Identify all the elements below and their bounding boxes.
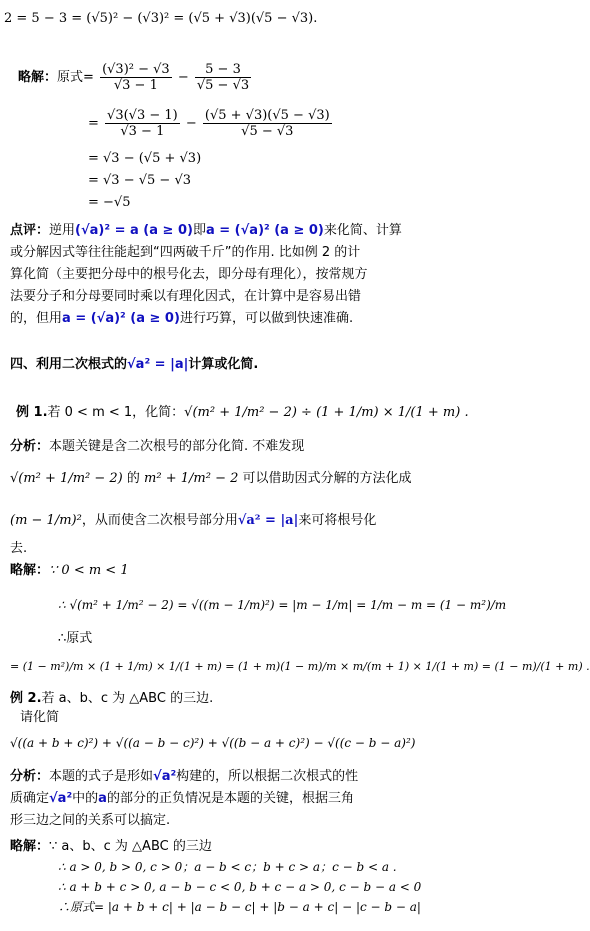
example2-line2: 请化简 <box>20 710 60 725</box>
comment-formula2: a = (√a)² (a ≥ 0) <box>205 223 324 238</box>
solution2-line1 <box>10 562 129 580</box>
frac1-den: √3 − 1 <box>113 78 158 93</box>
solution1-line2: = $\frac{√3(√3 - 1)}{√3 - 1}$ − $\frac{(√5 + √3)(√5 - √3)}{√5 - √3}$ <box>88 108 330 139</box>
analysis2-text3: 质确定 <box>10 791 50 806</box>
analysis1-text3: ，从而使含二次根号部分用 <box>81 513 238 528</box>
line-identity: 2 = 5 − 3 = (√5)² − (√3)² = (√5 + √3)(√5 − √3). <box>4 11 318 26</box>
heading-formula: √a² = |a| <box>127 357 189 372</box>
frac2-num: 5 − 3 <box>195 62 251 78</box>
comment5-formula: a = (√a)² (a ≥ 0) <box>62 311 180 326</box>
analysis1-line2 <box>10 470 412 488</box>
solution2-line2: ∴ √(m² + 1/m² − 2) = √((m − 1/m)²) = |m − 1/m| = 1/m − m = (1 − m²)/m <box>58 598 507 612</box>
example1-label: 例 1. <box>16 405 48 420</box>
analysis1-line1 <box>10 438 304 456</box>
comment-text-c: 来化简、计算 <box>323 223 402 238</box>
comment-formula1: (√a)² = a (a ≥ 0) <box>75 223 193 238</box>
frac1-num: (√3)² − √3 <box>102 62 170 77</box>
example1-text: 若 0 < m < 1，化简： <box>47 405 185 420</box>
example2-line1 <box>10 690 213 708</box>
analysis2-line2 <box>10 790 354 808</box>
analysis2-text5: 的部分的正负情况是本题的关键，根据三角 <box>106 791 354 806</box>
analysis1-text: 本题关键是含二次根号的部分化简. 不难发现 <box>49 439 305 454</box>
comment5-text-a: 的，但用 <box>10 311 63 326</box>
solution2-line4: = (1 − m²)/m × (1 + 1/m) × 1/(1 + m) = (1 + m)(1 − m)/m × m/(m + 1) × 1/(1 + m) = (1 − m)/(1 + m) . <box>10 660 590 673</box>
example2-text: 若 a、b、c 为 △ABC 的三边. <box>41 691 214 706</box>
comment-text-b: 即 <box>192 223 206 238</box>
example1-line <box>16 404 469 422</box>
frac1 <box>100 62 172 93</box>
solution2-label: 略解： <box>10 563 50 578</box>
frac4 <box>203 108 332 139</box>
comment-text-a: 逆用 <box>49 223 76 238</box>
example1-expr: √(m² + 1/m² − 2) ÷ (1 + 1/m) × 1/(1 + m) . <box>184 405 469 420</box>
section-heading <box>10 356 258 374</box>
comment-line5 <box>10 310 353 328</box>
analysis1-line3 <box>10 512 376 530</box>
comment-line1 <box>10 222 402 240</box>
solution3-condition: ∵ a、b、c 为 △ABC 的三边 <box>49 839 212 854</box>
analysis2-formula2: √a² <box>49 791 73 806</box>
frac4-den: √5 − √3 <box>241 124 294 139</box>
solution3-line4: ∴原式= |a + b + c| + |a − b − c| + |b − a + c| − |c − b − a| <box>58 900 421 914</box>
analysis1-mid: 的 <box>126 471 140 486</box>
heading-text-b: 计算或化简. <box>188 357 259 372</box>
heading-text-a: 四、利用二次根式的 <box>10 357 128 372</box>
solution2-line3: ∴原式 <box>58 631 93 646</box>
frac4-num: (√5 + √3)(√5 − √3) <box>204 108 330 123</box>
analysis1-expr3: (m − 1/m)² <box>10 513 82 528</box>
analysis1-label: 分析： <box>10 439 50 454</box>
analysis2-text4: 中的 <box>72 791 99 806</box>
analysis2-formula: √a² <box>153 769 177 784</box>
comment-line4: 法要分子和分母要同时乘以有理化因式，在计算中是容易出错 <box>10 289 362 304</box>
analysis1-formula: √a² = |a| <box>237 513 299 528</box>
solution1-line4: = √3 − √5 − √3 <box>88 173 192 188</box>
example2-expr: √((a + b + c)²) + √((a − b − c)²) + √((b − a + c)²) − √((c − b − a)²) <box>10 736 416 750</box>
analysis2-label: 分析： <box>10 769 50 784</box>
comment-line2: 或分解因式等往往能起到“四两破千斤”的作用. 比如例 2 的计 <box>10 245 361 260</box>
comment-line3: 算化简（主要把分母中的根号化去，即分母有理化），按常规方 <box>10 267 368 282</box>
analysis2-text2: 构建的，所以根据二次根式的性 <box>176 769 359 784</box>
solution1-line3: = √3 − (√5 + √3) <box>88 151 202 166</box>
frac2 <box>195 62 251 93</box>
solution3-line2: ∴ a > 0, b > 0, c > 0；a − b < c；b + c > a；c − b < a . <box>58 860 397 874</box>
solution3-label: 略解： <box>10 839 50 854</box>
analysis1-expr2: m² + 1/m² − 2 <box>144 471 239 486</box>
solution2-condition: ∵ 0 < m < 1 <box>49 563 129 578</box>
analysis1-line4: 去. <box>10 541 28 556</box>
frac3-num: √3(√3 − 1) <box>107 108 178 123</box>
solution3-line3: ∴ a + b + c > 0, a − b − c < 0, b + c − a > 0, c − b − a < 0 <box>58 880 422 894</box>
solution1-line1: 略解：原式= $\frac{\text{(√3)² − √3}}{√3 - 1}$ − $\frac{5 - 3}{√5 - √3}$ <box>18 62 250 93</box>
analysis2-line3: 形三边之间的关系可以搞定. <box>10 813 171 828</box>
frac3 <box>105 108 180 139</box>
comment-label: 点评： <box>10 223 50 238</box>
analysis2-text: 本题的式子是形如 <box>49 769 154 784</box>
solution1-line5: = −√5 <box>88 195 131 210</box>
comment5-text-b: 进行巧算，可以做到快速准确. <box>179 311 354 326</box>
analysis2-line1 <box>10 768 358 786</box>
frac3-den: √3 − 1 <box>120 124 165 139</box>
expr-prefix: 原式= <box>57 70 94 85</box>
example2-label: 例 2. <box>10 691 42 706</box>
analysis1-text4: 来可将根号化 <box>298 513 377 528</box>
analysis2-var-a: a <box>98 791 107 806</box>
analysis1-expr1: √(m² + 1/m² − 2) <box>10 471 123 486</box>
solution-label: 略解： <box>18 70 58 85</box>
solution3-line1 <box>10 838 212 856</box>
analysis1-text2: 可以借助因式分解的方法化成 <box>242 471 412 486</box>
frac2-den: √5 − √3 <box>196 78 250 93</box>
